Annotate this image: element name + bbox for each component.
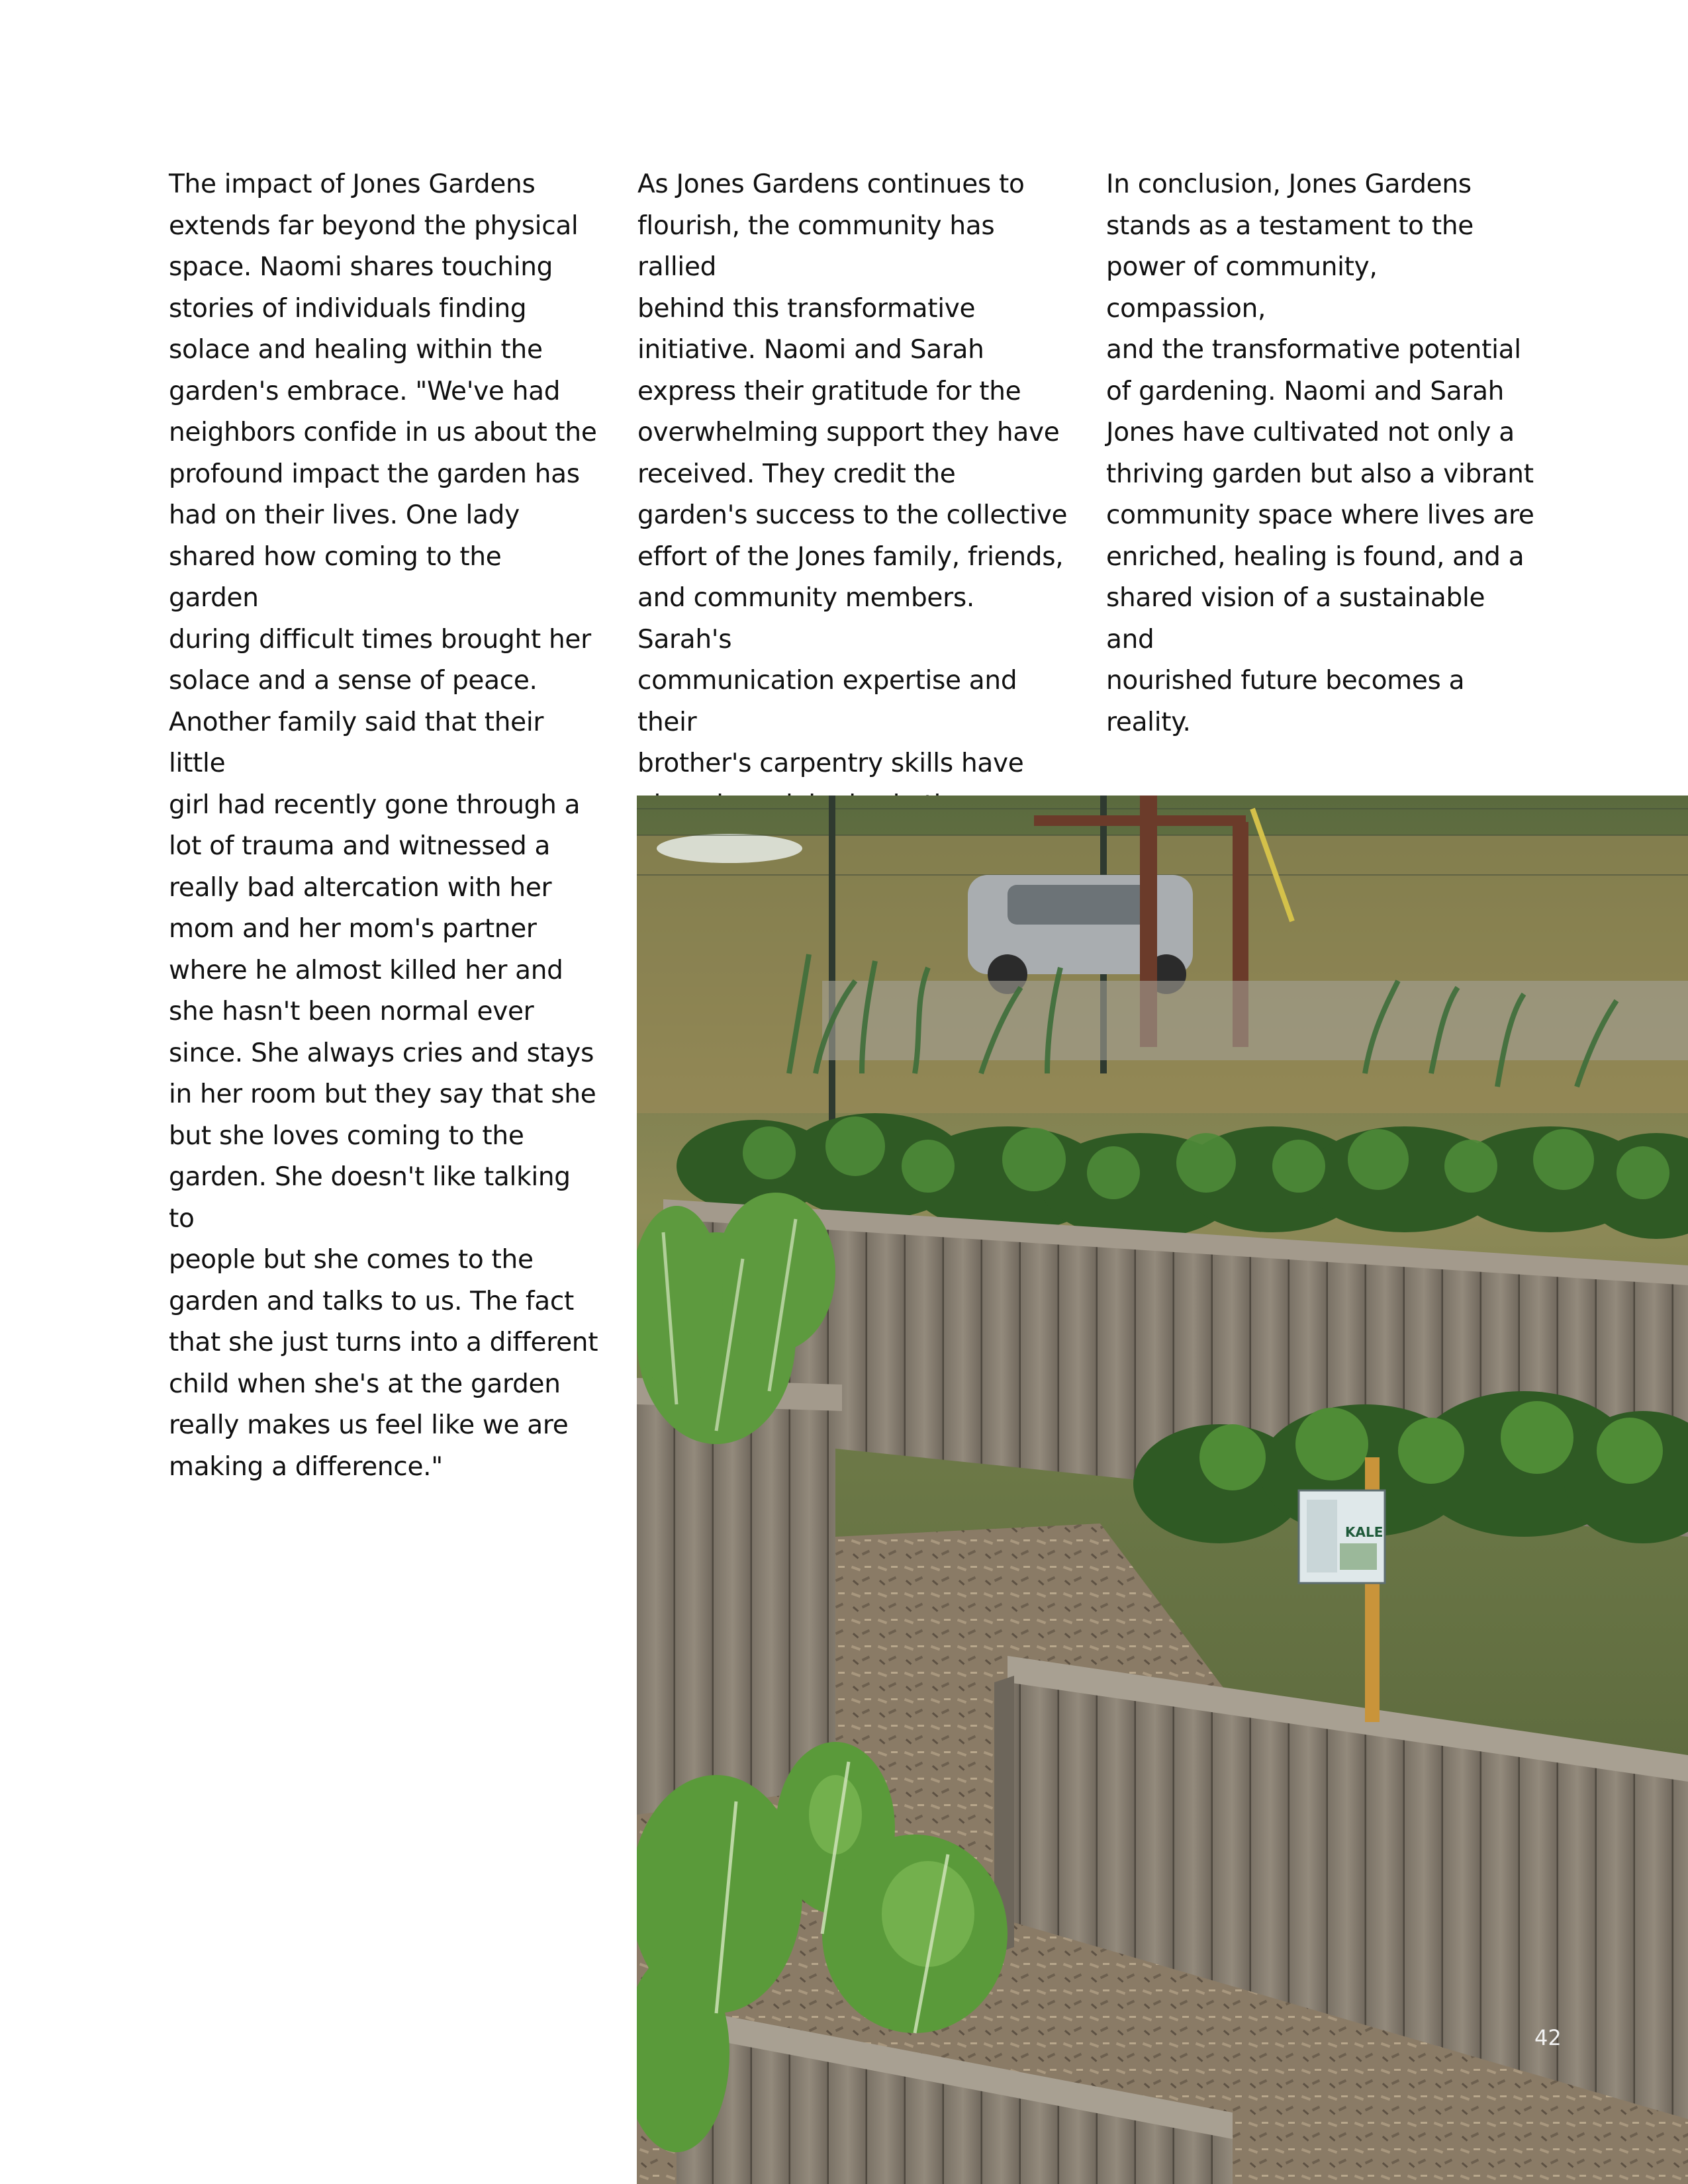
article-column-3: In conclusion, Jones Gardens stands as a testament to the power of community, compassion, and the transformative potential of gardening. Naomi and Sarah Jones have cultivated not only a thriving garden but also a vibrant community space where lives are enriched, healing is found, and a shared vision of a sustainable and nourished future becomes a reality.: [1106, 169, 1534, 737]
article-column-2: As Jones Gardens continues to flourish, the community has rallied behind this transformative initiative. Naomi and Sarah express their gratitude for the overwhelming support they have received. They credit the garden's success to the collective effort of the Jones family, friends, and community members. Sarah's communication expertise and their brother's carpentry skills have: [637, 169, 1068, 778]
plant-sign-label: KALE: [1345, 1524, 1383, 1540]
garden-photo-illustration: [637, 796, 1688, 2184]
garden-photo: [637, 796, 1688, 2184]
article-column-1: The impact of Jones Gardens extends far beyond the physical space. Naomi shares touching stories of individuals finding solace and healing within the garden's embrace. "We've had neighbors confide in us about the profound impact the garden has had on their lives. One lady shared how coming to the garden during difficult times brought her solace and a sense of peace. Another family said that their little girl had recently gone through a lot of trauma and witnessed a really bad altercation with her mom and her mom's partner where he almost killed her and she hasn't been normal ever since. She always cries and stays in her room but they say that she but she loves coming to the garden. She doesn't like talking to people but she comes to the garden and talks to us. The fact that she just turns into a different child when she's at the garden really makes us feel like we are making a difference.": [169, 169, 598, 1482]
page-number: 42: [1534, 2025, 1562, 2050]
